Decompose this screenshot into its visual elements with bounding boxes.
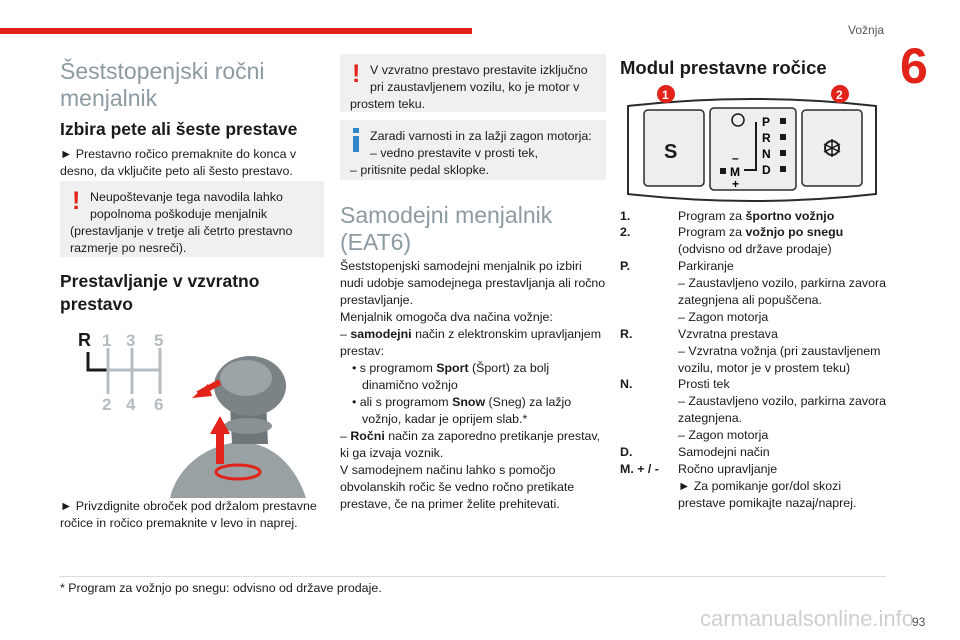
- legend-value: [678, 224, 892, 258]
- bold-term: športno vožnjo: [745, 209, 835, 223]
- sub-bullet-snow: • ali s programom Snow (Sneg) za lažjo: [352, 395, 572, 409]
- paragraph-reverse: [60, 498, 324, 532]
- text-line: – Zaustavljeno vozilo, parkirna zavora: [678, 394, 886, 408]
- legend-list: [620, 208, 892, 510]
- warning-box: [60, 181, 324, 257]
- text-line: prestave pomikajte nazaj/naprej.: [678, 496, 857, 510]
- text-line: – Zagon motorja: [678, 310, 769, 324]
- text-line: zategnjena ali popuščena.: [678, 293, 822, 307]
- text-line: – vedno prestavite v prosti tek,: [370, 146, 539, 160]
- text-line: vožnjo, kadar je oprijem slab.*: [362, 412, 528, 426]
- text-line: obvolanskih ročic še vedno ročno pretikate: [340, 480, 575, 494]
- text-line: popolnoma poškoduje menjalnik: [90, 207, 268, 221]
- text-line: Šeststopenjski samodejni menjalnik po izbiri: [340, 259, 582, 273]
- chapter-number: 6: [900, 38, 928, 94]
- gear-m-label: M: [730, 165, 740, 179]
- text-line: Menjalnik omogoča dva načina vožnje:: [340, 310, 553, 324]
- text-line: – Vzvratna vožnja (pri zaustavljenem: [678, 344, 881, 358]
- gear-label-6: 6: [154, 395, 164, 414]
- text-line: Prosti tek: [678, 377, 730, 391]
- text-line: nudi udobje samodejnega prestavljanja ali ročno: [340, 276, 606, 290]
- gear-lever-drawing: [170, 356, 306, 498]
- legend-key: R.: [620, 327, 633, 341]
- legend-key: D.: [620, 445, 633, 459]
- text-span: Program za: [678, 209, 746, 223]
- page-number: 93: [912, 615, 926, 629]
- watermark: carmanualsonline.info: [700, 606, 915, 631]
- gear-plus-label: +: [732, 177, 740, 191]
- text-line: Ročno upravljanje: [678, 462, 778, 476]
- text-line: prestavo: [60, 294, 133, 314]
- text-line: Neupoštevanje tega navodila lahko: [90, 190, 283, 204]
- warning-icon: !: [72, 187, 81, 215]
- legend-key: M. + / -: [620, 462, 659, 476]
- gear-label-3: 3: [126, 331, 136, 350]
- text-line: desno, da vključite peto ali šesto prestavo.: [60, 164, 293, 178]
- text-line: Vzvratna prestava: [678, 327, 778, 341]
- callout-1-label: 1: [662, 88, 669, 102]
- gear-pattern: [78, 330, 163, 414]
- dash-item-automatic: – samodejni način z elektronskim upravljanjem: [340, 327, 602, 341]
- text-span: (Šport) za bolj: [468, 361, 550, 375]
- section-title-automatic-gearbox: [340, 202, 606, 256]
- text-span: s programom: [359, 361, 437, 375]
- chapter-accent-bar: [0, 28, 472, 34]
- gear-p-label: P: [762, 115, 771, 129]
- text-line: ► Privzdignite obroček pod držalom prestavne: [60, 499, 317, 513]
- text-span: način za zaporedno pretikanje prestav,: [384, 429, 601, 443]
- bold-term: vožnjo po snegu: [745, 225, 844, 239]
- text-line: pri zaustavljenem vozilu, ko je motor v: [370, 80, 580, 94]
- text-line: prostem teku.: [350, 97, 426, 111]
- text-line: Parkiranje: [678, 259, 734, 273]
- legend-value: Samodejni način: [678, 445, 770, 459]
- bold-term: samodejni: [350, 327, 412, 341]
- bold-term: Snow: [452, 395, 486, 409]
- reverse-gear-illustration: [70, 324, 310, 498]
- text-line: V vzvratno prestavo prestavite izključno: [370, 63, 588, 77]
- text-line: ročice in ročico premaknite v levo in naprej.: [60, 516, 298, 530]
- text-span: (Sneg) za lažjo: [485, 395, 572, 409]
- legend-value: [678, 461, 892, 512]
- sport-label: S: [664, 141, 678, 163]
- title-line: Samodejni menjalnik: [340, 202, 553, 228]
- gear-label-1: 1: [102, 331, 112, 350]
- info-icon: [352, 128, 360, 152]
- text-span: ali s programom: [359, 395, 453, 409]
- bold-term: Sport: [436, 361, 469, 375]
- title-line: menjalnik: [60, 85, 158, 111]
- legend-key: P.: [620, 259, 631, 273]
- gear-minus-label: –: [732, 151, 739, 165]
- text-line: Zaradi varnosti in za lažji zagon motorja:: [370, 129, 592, 143]
- gear-label-5: 5: [154, 331, 164, 350]
- legend-key: 1.: [620, 209, 631, 223]
- text-line: V samodejnem načinu lahko s pomočjo: [340, 463, 556, 477]
- legend-value: [678, 208, 892, 225]
- subheading-reverse: [60, 270, 324, 316]
- text-line: razmerje po nesreči).: [70, 241, 187, 255]
- legend-value: [678, 258, 892, 326]
- callout-2-label: 2: [836, 88, 843, 102]
- bold-term: Ročni: [350, 429, 385, 443]
- legend-key: 2.: [620, 225, 631, 239]
- title-line: (EAT6): [340, 229, 412, 255]
- legend-value: [678, 326, 892, 377]
- text-line: prestav:: [340, 344, 385, 358]
- automatic-gearbox-body: [340, 258, 606, 513]
- gear-r-label: R: [762, 131, 771, 145]
- text-line: Prestavljanje v vzvratno: [60, 271, 260, 291]
- text-span: način z elektronskim upravljanjem: [411, 327, 602, 341]
- text-line: ► Prestavno ročico premaknite do konca v: [60, 147, 297, 161]
- gear-lever-module-illustration: [620, 84, 884, 206]
- gear-label-2: 2: [102, 395, 112, 414]
- footnote-divider: [60, 576, 886, 577]
- section-title-gear-lever-module: Modul prestavne ročice: [620, 57, 827, 78]
- gear-n-label: N: [762, 147, 771, 161]
- text-line: prestavljanje.: [340, 293, 414, 307]
- text-line: ki ga izvaja voznik.: [340, 446, 444, 460]
- text-line: – Zaustavljeno vozilo, parkirna zavora: [678, 276, 886, 290]
- section-title-manual-gearbox: [60, 58, 324, 112]
- gear-d-label: D: [762, 163, 771, 177]
- sub-bullet-sport: • s programom Sport (Šport) za bolj: [352, 361, 550, 375]
- gear-label-r: R: [78, 330, 91, 350]
- text-line: prestave, če na primer želite prehitevati.: [340, 497, 560, 511]
- legend-value: [678, 376, 892, 444]
- text-line: (prestavljanje v tretje ali četrto prestavno: [70, 224, 293, 238]
- text-line: – pritisnite pedal sklopke.: [350, 163, 490, 177]
- gear-label-4: 4: [126, 395, 136, 414]
- warning-icon: !: [352, 60, 361, 88]
- footnote: * Program za vožnjo po snegu: odvisno od države prodaje.: [60, 581, 382, 595]
- title-line: Šeststopenjski ročni: [60, 58, 265, 84]
- text-line: – Zagon motorja: [678, 428, 769, 442]
- paragraph-fifth-sixth: [60, 146, 324, 180]
- subheading-fifth-sixth: Izbira pete ali šeste prestave: [60, 119, 298, 139]
- text-line: zategnjena.: [678, 411, 743, 425]
- info-box: [340, 120, 606, 180]
- legend-key: N.: [620, 377, 633, 391]
- text-line: ► Za pomikanje gor/dol skozi: [678, 479, 842, 493]
- text-line: dinamično vožnjo: [362, 378, 458, 392]
- section-title: Vožnja: [848, 23, 885, 37]
- text-span: Program za: [678, 225, 746, 239]
- text-line: (odvisno od države prodaje): [678, 242, 832, 256]
- text-line: vozilu, motor je v prostem teku): [678, 361, 851, 375]
- dash-item-manual: – Ročni način za zaporedno pretikanje prestav,: [340, 429, 601, 443]
- warning-box: [340, 54, 606, 112]
